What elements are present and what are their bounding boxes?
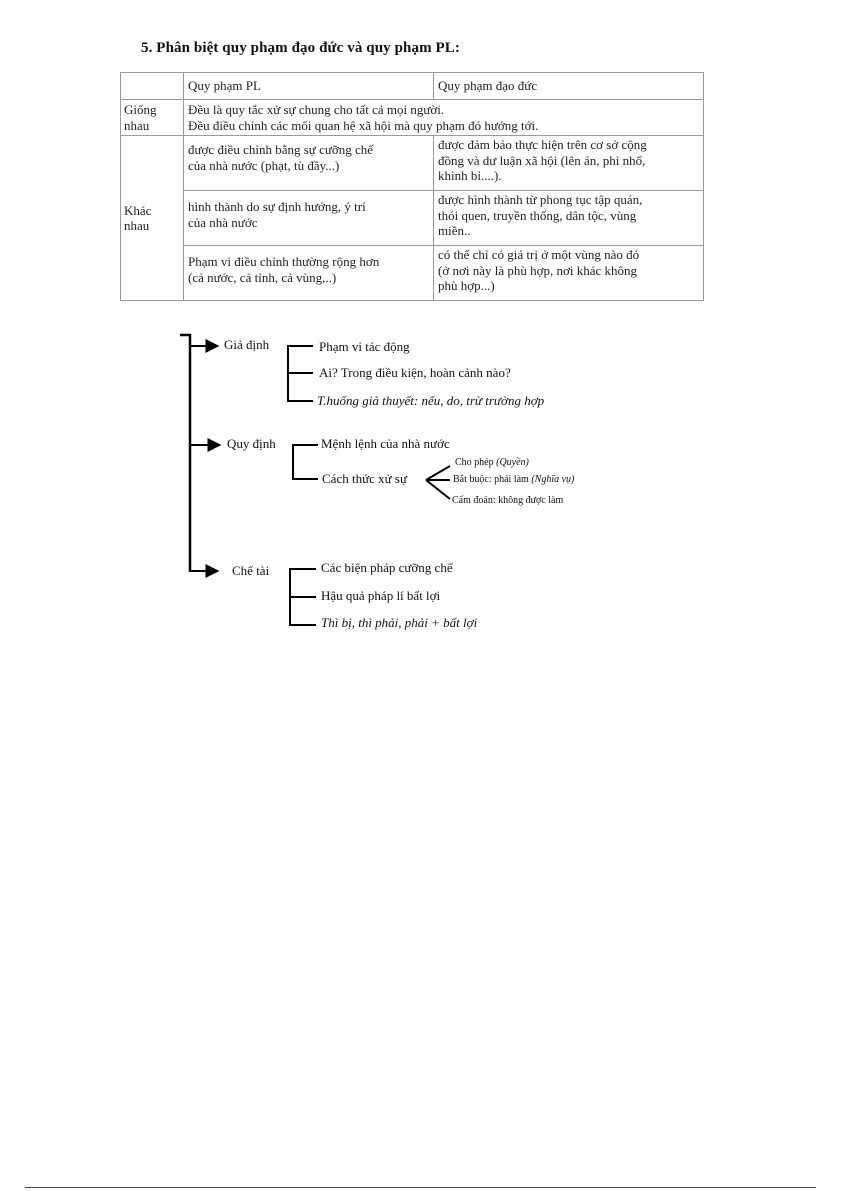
column-header-moral: Quy phạm đạo đức xyxy=(434,73,704,100)
sub-forbid: Cấm đoán: không được làm xyxy=(452,495,564,506)
cell-line: của nhà nước xyxy=(188,214,258,230)
cell-line: miền.. xyxy=(438,223,471,238)
sub-must xyxy=(453,474,574,486)
main-bracket-line xyxy=(180,335,190,572)
cell-line: được hình thành từ phong tục tập quán, xyxy=(438,192,643,207)
node-quy-dinh: Quy định xyxy=(227,436,276,451)
same-line: Đều điều chỉnh các mối quan hệ xã hội mà quy phạm đó hướng tới. xyxy=(188,117,539,133)
che-tai-item: Các biện pháp cưỡng chế xyxy=(321,560,453,575)
sub-must-note: (Nghĩa vụ) xyxy=(531,474,575,485)
cell-line: hình thành do sự định hướng, ý trí xyxy=(188,199,366,214)
cell-line: đồng và dư luận xã hội (lên án, phỉ nhổ, xyxy=(438,152,646,168)
cell-line: được đảm bảo thực hiện trên cơ sở cộng xyxy=(438,137,647,152)
gia-dinh-item: Phạm vi tác động xyxy=(319,339,410,354)
che-tai-item: Thì bị, thì phải, phải + bất lợi xyxy=(321,615,478,630)
fork-upper xyxy=(426,466,450,480)
gia-dinh-item: T.huống giả thuyết: nếu, do, trừ trường hợp xyxy=(317,393,545,408)
quy-dinh-item: Mệnh lệnh của nhà nước xyxy=(321,436,450,451)
cell-line: khinh bỉ....). xyxy=(438,168,502,183)
node-gia-dinh: Giả định xyxy=(224,337,270,352)
sub-allow-text: Cho phép xyxy=(455,457,494,468)
sub-must-text: Bắt buộc: phải làm xyxy=(453,474,529,485)
fork-lower xyxy=(426,480,450,499)
row-label-diff-line: nhau xyxy=(124,218,150,233)
page-footer-rule xyxy=(25,1187,816,1188)
sub-allow-note: (Quyền) xyxy=(496,457,529,468)
gia-dinh-item: Ai? Trong điều kiện, hoàn cảnh nào? xyxy=(319,365,511,380)
node-che-tai: Chế tài xyxy=(232,563,270,578)
cell-line: (ở nơi này là phù hợp, nơi khác không xyxy=(438,262,637,278)
cell-line: phù hợp...) xyxy=(438,278,495,293)
cell-line: được điều chỉnh bằng sự cưỡng chế xyxy=(188,142,374,157)
row-label-same-line: Giống xyxy=(124,102,157,117)
same-line: Đều là quy tắc xử sự chung cho tất cả mọi người. xyxy=(188,102,445,117)
row-label-diff-line: Khác xyxy=(124,202,152,218)
cell-line: có thể chỉ có giá trị ở một vùng nào đó xyxy=(438,247,640,262)
cell-line: (cả nước, cả tỉnh, cả vùng,..) xyxy=(188,269,337,285)
cell-line: thói quen, truyền thống, dân tộc, vùng xyxy=(438,207,637,223)
sub-allow xyxy=(455,457,529,469)
cell-line: Phạm vi điều chỉnh thường rộng hơn xyxy=(188,254,380,269)
column-header-law: Quy phạm PL xyxy=(184,73,434,100)
che-tai-item: Hậu quả pháp lí bất lợi xyxy=(321,588,441,603)
cell-line: của nhà nước (phạt, tù đầy...) xyxy=(188,157,340,173)
bracket-quy-dinh xyxy=(293,445,318,479)
quy-dinh-item: Cách thức xử sự xyxy=(322,471,408,486)
section-heading: 5. Phân biệt quy phạm đạo đức và quy phạm PL: xyxy=(141,40,460,56)
row-label-same-line: nhau xyxy=(124,117,150,133)
